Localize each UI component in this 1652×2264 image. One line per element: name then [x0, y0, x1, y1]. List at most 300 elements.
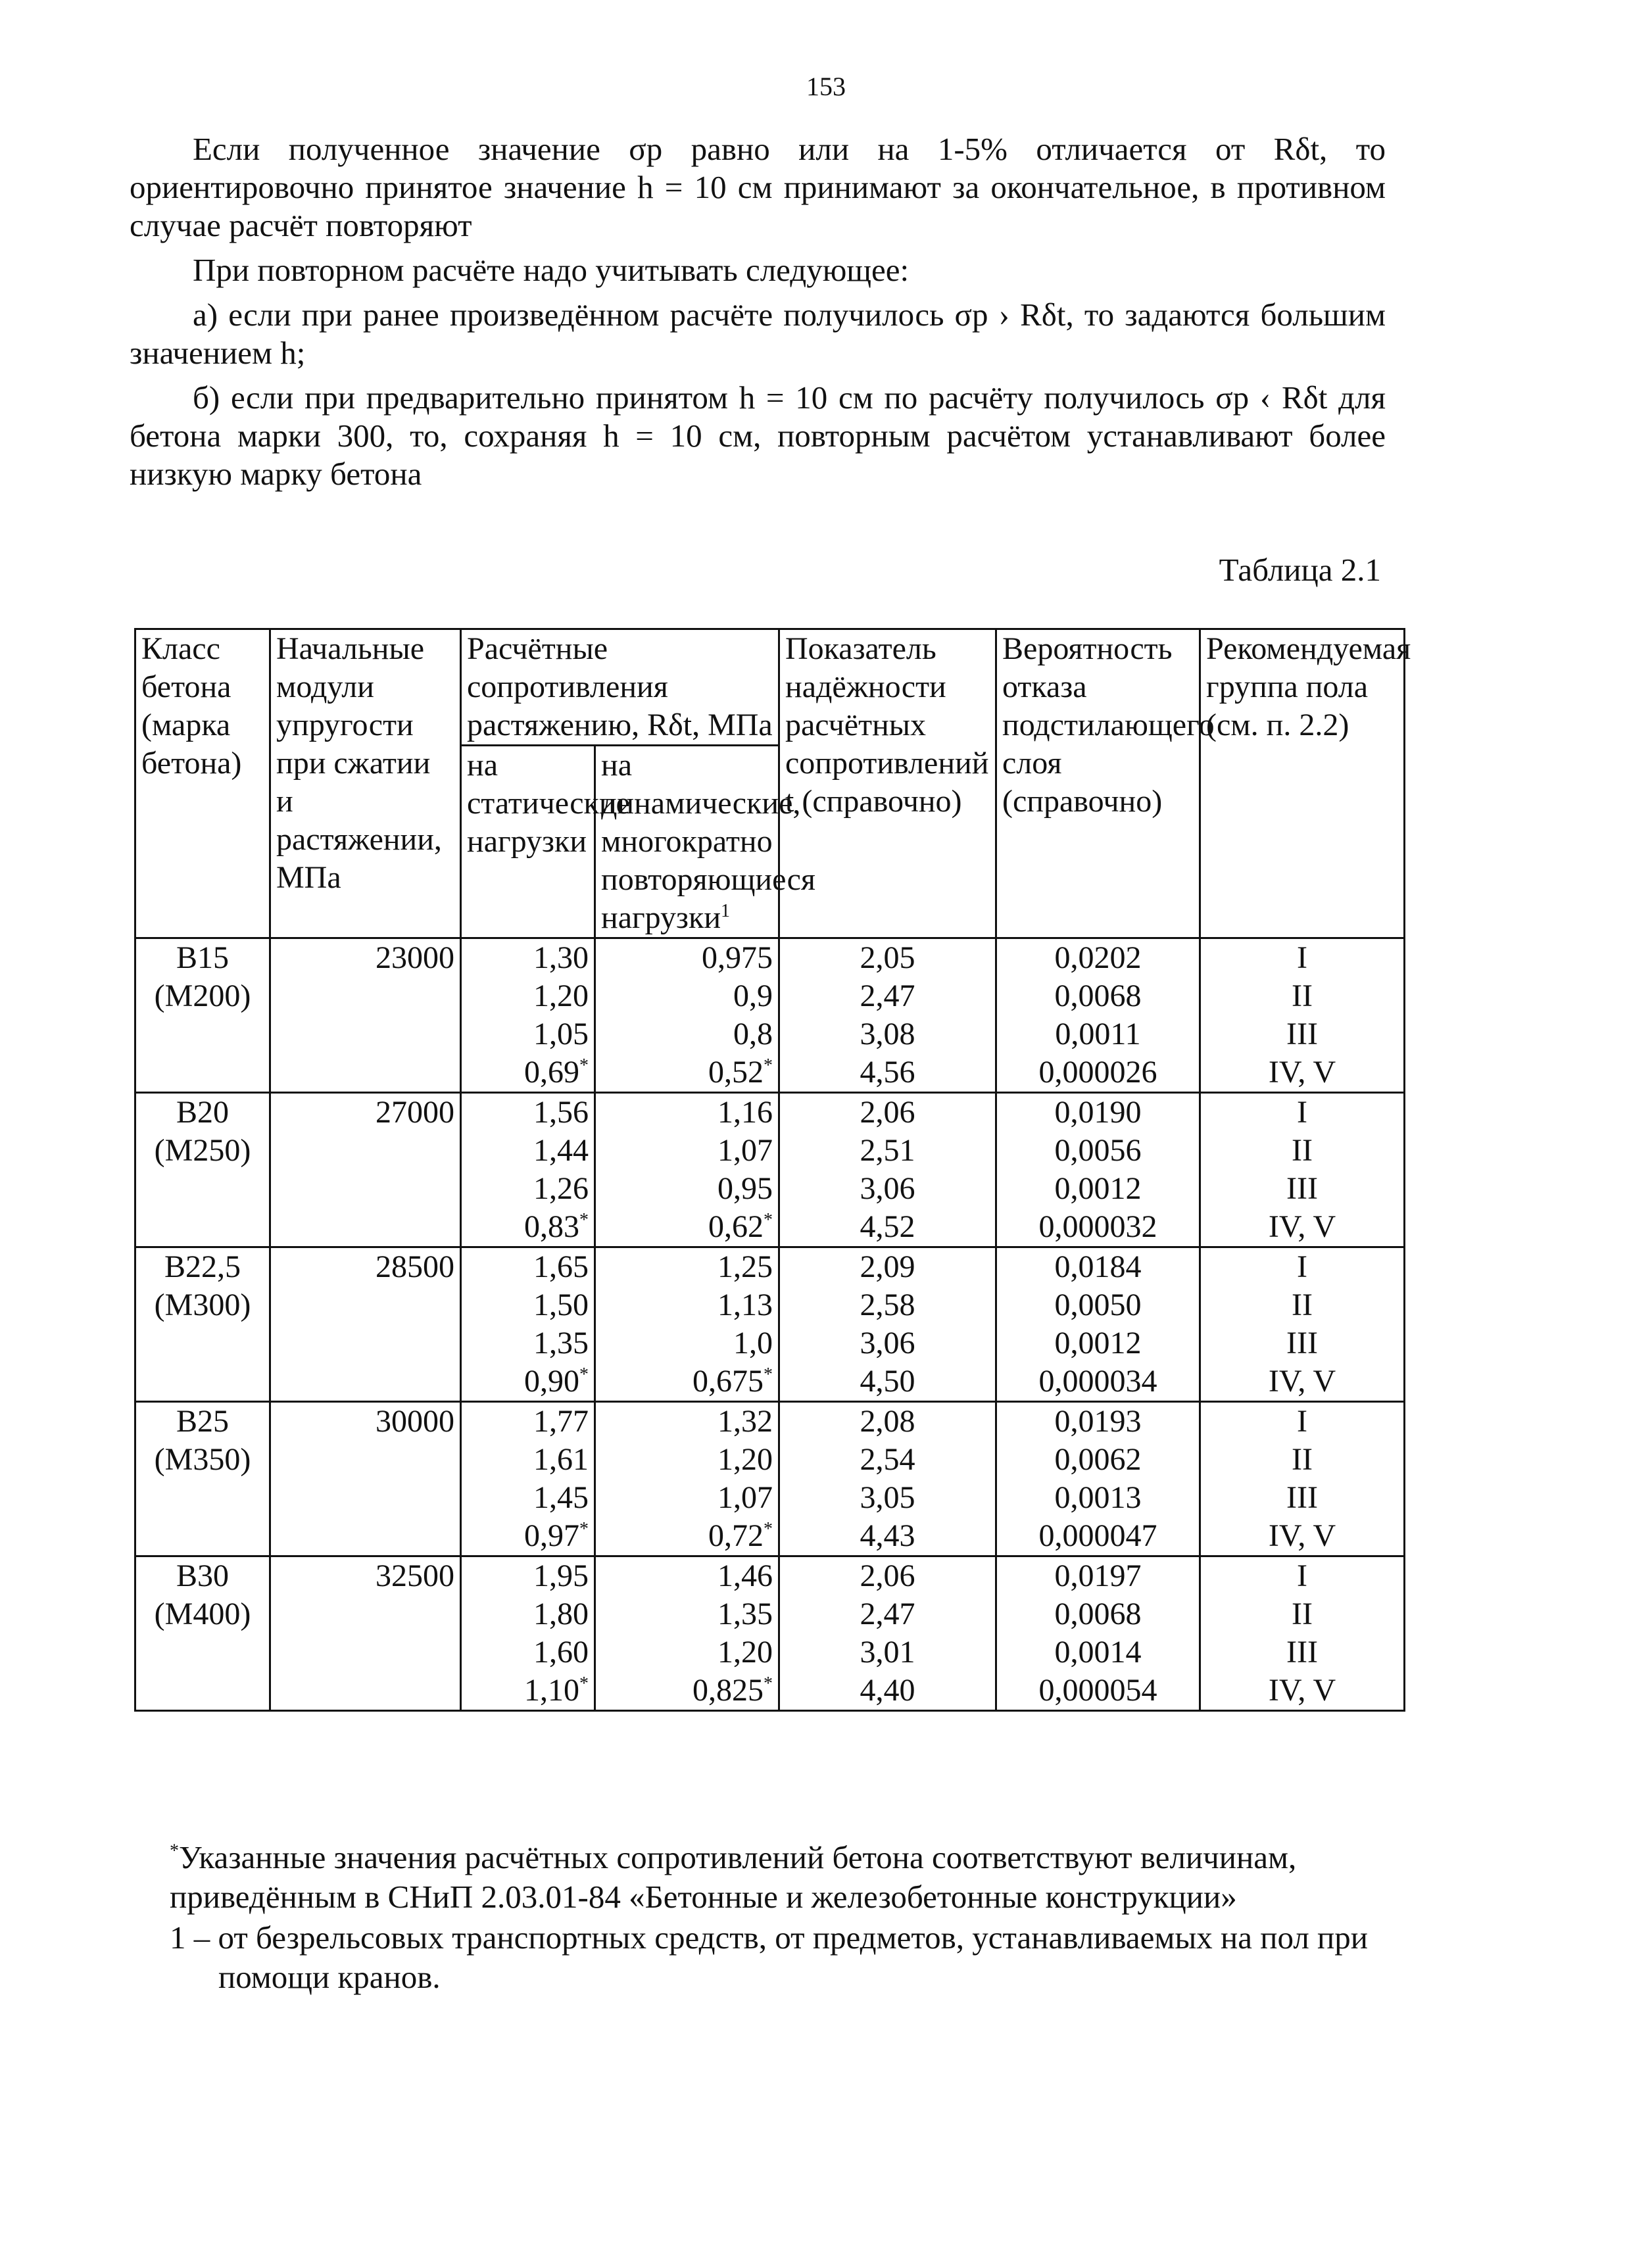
- cell-dynamic-line-value: 1,0: [733, 1326, 773, 1361]
- class-name: [141, 939, 264, 977]
- cell-probability-line-value: 0,0068: [1054, 978, 1142, 1013]
- cell-static-line-value: 1,77: [533, 1404, 589, 1439]
- cell-floor-line: [1206, 939, 1398, 977]
- cell-probability-line-value: 0,0014: [1054, 1635, 1142, 1670]
- cell-floor-line-value: IV, V: [1268, 1364, 1336, 1399]
- cell-static-line-value: 1,61: [533, 1442, 589, 1477]
- cell-reliability-line: [785, 1362, 990, 1401]
- cell-class: [135, 1247, 270, 1402]
- cell-floor-line-value: III: [1286, 1635, 1318, 1670]
- cell-static-line: [467, 1672, 589, 1710]
- cell-floor-line-value: IV, V: [1268, 1209, 1336, 1244]
- cell-static-line: [467, 1517, 589, 1555]
- cell-reliability: [779, 938, 996, 1093]
- cell-floor-line-value: I: [1297, 1095, 1307, 1130]
- cell-static-line: [467, 1053, 589, 1092]
- cell-floor-line-value: I: [1297, 1558, 1307, 1593]
- cell-probability-line-value: 0,0012: [1054, 1326, 1142, 1361]
- cell-static: [461, 938, 595, 1093]
- cell-floor-line-value: II: [1292, 1442, 1313, 1477]
- table-body: [135, 938, 1405, 1711]
- cell-probability: [996, 1556, 1200, 1711]
- cell-probability-line: [1002, 1672, 1194, 1710]
- header-dynamic: [595, 746, 815, 938]
- cell-floor-line: [1206, 1286, 1398, 1324]
- class-name: [141, 1557, 264, 1595]
- class-name-value: В25: [176, 1404, 229, 1439]
- class-name: [141, 1248, 264, 1286]
- cell-class: [135, 1556, 270, 1711]
- cell-static-line-value: 1,10: [524, 1673, 579, 1708]
- cell-dynamic: [595, 1247, 779, 1402]
- table-row: [135, 938, 1405, 1093]
- cell-probability-line-value: 0,000054: [1038, 1673, 1157, 1708]
- cell-reliability-line-value: 4,50: [860, 1364, 915, 1399]
- cell-reliability-line: [785, 1517, 990, 1555]
- cell-floor-line-value: III: [1286, 1326, 1318, 1361]
- cell-static: [461, 1093, 595, 1247]
- cell-floor-line: [1206, 1324, 1398, 1362]
- cell-static-line-value: 0,69: [524, 1055, 579, 1090]
- cell-reliability-line: [785, 1403, 990, 1441]
- cell-probability-line-value: 0,000026: [1038, 1055, 1157, 1090]
- table-row: [135, 1556, 1405, 1711]
- cell-dynamic-line: [601, 1132, 773, 1170]
- asterisk-mark: *: [579, 1210, 589, 1230]
- cell-probability-line: [1002, 939, 1194, 977]
- cell-static-line: [467, 1094, 589, 1132]
- cell-static-line: [467, 1248, 589, 1286]
- paragraph-2: При повторном расчёте надо учитывать следующее:: [193, 252, 910, 288]
- cell-reliability-line-value: 2,05: [860, 940, 915, 975]
- cell-dynamic-line: [601, 1633, 773, 1672]
- cell-dynamic-line-value: 1,32: [717, 1404, 773, 1439]
- cell-reliability-line-value: 4,43: [860, 1518, 915, 1553]
- asterisk-mark: *: [764, 1674, 773, 1694]
- cell-reliability-line: [785, 1053, 990, 1092]
- asterisk-mark: *: [579, 1055, 589, 1076]
- cell-reliability-line: [785, 1595, 990, 1633]
- cell-reliability-line-value: 2,47: [860, 978, 915, 1013]
- cell-dynamic-line: [601, 1053, 773, 1092]
- cell-static-line-value: 0,90: [524, 1364, 579, 1399]
- cell-floor-line: [1206, 1094, 1398, 1132]
- cell-reliability: [779, 1093, 996, 1247]
- cell-reliability-line-value: 3,08: [860, 1017, 915, 1051]
- header-class: Класс бетона (марка бетона): [135, 629, 270, 938]
- cell-floor-line-value: IV, V: [1268, 1055, 1336, 1090]
- cell-floor-line-value: IV, V: [1268, 1673, 1336, 1708]
- class-grade-value: (М250): [154, 1133, 251, 1168]
- cell-reliability-line-value: 2,54: [860, 1442, 915, 1477]
- modulus-value: [276, 1557, 454, 1595]
- cell-floor-line-value: II: [1292, 1288, 1313, 1322]
- cell-floor-line: [1206, 1403, 1398, 1441]
- cell-static-line-value: 1,50: [533, 1288, 589, 1322]
- table-row: [135, 1402, 1405, 1556]
- class-name: [141, 1094, 264, 1132]
- class-grade-value: (М200): [154, 978, 251, 1013]
- cell-floor-line-value: II: [1292, 978, 1313, 1013]
- header-reliability: Показатель надёжности расчётных сопротивлений t (справочно): [779, 629, 996, 938]
- footnote-1: 1 – от безрельсовых транспортных средств, от предметов, устанавливаемых на пол при помощи кранов.: [170, 1919, 1368, 1995]
- cell-probability-line: [1002, 1557, 1194, 1595]
- cell-dynamic-line-value: 1,46: [717, 1558, 773, 1593]
- cell-static-line: [467, 1441, 589, 1479]
- cell-modulus: [270, 1556, 461, 1711]
- header-modulus: Начальные модули упругости при сжатии и растяжении, МПа: [270, 629, 461, 938]
- cell-dynamic-line-value: 1,07: [717, 1133, 773, 1168]
- cell-static-line-value: 1,45: [533, 1480, 589, 1515]
- cell-probability-line-value: 0,0050: [1054, 1288, 1142, 1322]
- cell-reliability: [779, 1556, 996, 1711]
- cell-dynamic-line-value: 0,95: [717, 1171, 773, 1206]
- asterisk-mark: *: [579, 1364, 589, 1385]
- cell-dynamic-line: [601, 1479, 773, 1517]
- cell-floor-line: [1206, 977, 1398, 1015]
- cell-reliability-line: [785, 1324, 990, 1362]
- cell-reliability-line: [785, 1672, 990, 1710]
- cell-reliability-line-value: 3,06: [860, 1326, 915, 1361]
- cell-probability-line: [1002, 977, 1194, 1015]
- cell-probability-line: [1002, 1517, 1194, 1555]
- modulus-value-value: 28500: [376, 1249, 454, 1284]
- cell-reliability-line: [785, 1286, 990, 1324]
- cell-floor-line-value: III: [1286, 1171, 1318, 1206]
- cell-probability-line: [1002, 1403, 1194, 1441]
- header-resistance: Расчётные сопротивления растяжению, Rδt, МПа: [461, 629, 779, 746]
- cell-static-line-value: 1,30: [533, 940, 589, 975]
- cell-dynamic-line-value: 0,72: [708, 1518, 764, 1553]
- cell-dynamic-line-value: 0,9: [733, 978, 773, 1013]
- header-floor-group: Рекомендуемая группа пола (см. п. 2.2): [1200, 629, 1405, 938]
- cell-class: [135, 1093, 270, 1247]
- cell-dynamic-line: [601, 977, 773, 1015]
- cell-modulus: [270, 938, 461, 1093]
- cell-static-line-value: 1,05: [533, 1017, 589, 1051]
- cell-reliability-line-value: 4,40: [860, 1673, 915, 1708]
- cell-static-line-value: 0,83: [524, 1209, 579, 1244]
- cell-static: [461, 1247, 595, 1402]
- asterisk-mark: *: [764, 1055, 773, 1076]
- cell-dynamic-line-value: 1,13: [717, 1288, 773, 1322]
- cell-static-line: [467, 1324, 589, 1362]
- cell-floor-line: [1206, 1557, 1398, 1595]
- cell-probability-line-value: 0,0012: [1054, 1171, 1142, 1206]
- cell-floor-line-value: I: [1297, 940, 1307, 975]
- cell-reliability-line-value: 4,56: [860, 1055, 915, 1090]
- cell-probability-line: [1002, 1248, 1194, 1286]
- cell-static-line: [467, 1170, 589, 1208]
- cell-floor-line: [1206, 1517, 1398, 1555]
- cell-floor-line: [1206, 1672, 1398, 1710]
- cell-dynamic-line-value: 0,8: [733, 1017, 773, 1051]
- cell-floor-line: [1206, 1633, 1398, 1672]
- cell-reliability-line: [785, 1479, 990, 1517]
- cell-probability-line: [1002, 1441, 1194, 1479]
- cell-floor-line: [1206, 1053, 1398, 1092]
- cell-reliability-line-value: 2,47: [860, 1597, 915, 1631]
- cell-dynamic-line: [601, 1557, 773, 1595]
- cell-reliability-line: [785, 1208, 990, 1246]
- header-probability: Вероятность отказа подстилающего слоя (справочно): [996, 629, 1200, 938]
- cell-reliability-line-value: 2,09: [860, 1249, 915, 1284]
- cell-dynamic-line: [601, 1170, 773, 1208]
- data-table: [134, 628, 1411, 1712]
- cell-probability-line-value: 0,0013: [1054, 1480, 1142, 1515]
- cell-floor: [1200, 1402, 1405, 1556]
- cell-floor-line: [1206, 1132, 1398, 1170]
- cell-probability-line-value: 0,0190: [1054, 1095, 1142, 1130]
- cell-probability-line-value: 0,0056: [1054, 1133, 1142, 1168]
- header-static: на статические нагрузки: [461, 746, 595, 938]
- cell-reliability-line: [785, 939, 990, 977]
- cell-reliability-line-value: 4,52: [860, 1209, 915, 1244]
- cell-static-line-value: 1,56: [533, 1095, 589, 1130]
- cell-static-line-value: 1,20: [533, 978, 589, 1013]
- cell-reliability-line-value: 3,01: [860, 1635, 915, 1670]
- cell-probability-line: [1002, 1132, 1194, 1170]
- cell-dynamic: [595, 1556, 779, 1711]
- cell-floor-line: [1206, 1362, 1398, 1401]
- cell-static-line: [467, 977, 589, 1015]
- cell-reliability-line: [785, 977, 990, 1015]
- cell-reliability-line-value: 2,06: [860, 1095, 915, 1130]
- cell-dynamic-line: [601, 1595, 773, 1633]
- cell-dynamic-line-value: 1,20: [717, 1442, 773, 1477]
- cell-floor-line-value: II: [1292, 1133, 1313, 1168]
- modulus-value: [276, 1094, 454, 1132]
- cell-dynamic-line-value: 0,52: [708, 1055, 764, 1090]
- cell-dynamic-line: [601, 1362, 773, 1401]
- asterisk-mark: *: [579, 1519, 589, 1539]
- cell-reliability-line: [785, 1132, 990, 1170]
- cell-floor: [1200, 1093, 1405, 1247]
- page-number: 153: [806, 72, 846, 101]
- cell-static-line: [467, 1633, 589, 1672]
- cell-probability-line: [1002, 1479, 1194, 1517]
- body-text: [130, 130, 1386, 500]
- cell-probability-line: [1002, 1286, 1194, 1324]
- cell-probability-line: [1002, 1015, 1194, 1053]
- cell-probability-line: [1002, 1633, 1194, 1672]
- cell-probability-line-value: 0,0062: [1054, 1442, 1142, 1477]
- cell-reliability-line: [785, 1557, 990, 1595]
- header-dynamic-mark: 1: [721, 901, 731, 921]
- cell-static-line: [467, 1557, 589, 1595]
- class-grade-value: (М300): [154, 1288, 251, 1322]
- cell-floor-line: [1206, 1208, 1398, 1246]
- cell-class: [135, 1402, 270, 1556]
- asterisk-mark: *: [764, 1519, 773, 1539]
- cell-probability-line: [1002, 1170, 1194, 1208]
- cell-probability: [996, 1093, 1200, 1247]
- footnote-asterisk-text: Указанные значения расчётных сопротивлений бетона соответствуют величинам, приведённым в СНиП 2.03.01-84 «Бетонные и железобетонные конструкции»: [170, 1839, 1297, 1915]
- cell-reliability-line-value: 2,08: [860, 1404, 915, 1439]
- cell-probability-line-value: 0,0202: [1054, 940, 1142, 975]
- cell-static-line-value: 1,35: [533, 1326, 589, 1361]
- cell-dynamic-line: [601, 939, 773, 977]
- cell-probability-line-value: 0,0193: [1054, 1404, 1142, 1439]
- cell-modulus: [270, 1247, 461, 1402]
- modulus-value: [276, 1248, 454, 1286]
- class-grade: [141, 1441, 264, 1479]
- cell-dynamic-line: [601, 1286, 773, 1324]
- cell-dynamic-line-value: 1,25: [717, 1249, 773, 1284]
- cell-reliability: [779, 1402, 996, 1556]
- cell-modulus: [270, 1093, 461, 1247]
- cell-static-line-value: 1,26: [533, 1171, 589, 1206]
- modulus-value-value: 23000: [376, 940, 454, 975]
- cell-probability-line-value: 0,0197: [1054, 1558, 1142, 1593]
- cell-dynamic: [595, 1093, 779, 1247]
- cell-floor-line-value: I: [1297, 1404, 1307, 1439]
- cell-static-line-value: 1,65: [533, 1249, 589, 1284]
- cell-floor-line-value: I: [1297, 1249, 1307, 1284]
- cell-dynamic-line-value: 1,16: [717, 1095, 773, 1130]
- cell-static-line: [467, 939, 589, 977]
- cell-reliability-line: [785, 1441, 990, 1479]
- cell-static: [461, 1402, 595, 1556]
- cell-reliability-line-value: 2,06: [860, 1558, 915, 1593]
- cell-reliability-line-value: 2,58: [860, 1288, 915, 1322]
- cell-reliability-line: [785, 1170, 990, 1208]
- cell-dynamic-line-value: 0,675: [692, 1364, 764, 1399]
- class-grade: [141, 1286, 264, 1324]
- footnote-asterisk-mark: *: [170, 1841, 179, 1862]
- cell-floor-line: [1206, 1015, 1398, 1053]
- class-grade-value: (М400): [154, 1597, 251, 1631]
- cell-dynamic-line: [601, 1248, 773, 1286]
- cell-dynamic-line-value: 1,20: [717, 1635, 773, 1670]
- cell-dynamic-line-value: 1,07: [717, 1480, 773, 1515]
- footnotes: [170, 1838, 1393, 1997]
- cell-static-line: [467, 1595, 589, 1633]
- header-dynamic-text: на динамические, многократно повторяющиеся нагрузки: [601, 748, 815, 935]
- table-row: [135, 1093, 1405, 1247]
- cell-floor-line: [1206, 1170, 1398, 1208]
- cell-probability-line-value: 0,000047: [1038, 1518, 1157, 1553]
- cell-probability-line: [1002, 1053, 1194, 1092]
- cell-dynamic-line: [601, 1208, 773, 1246]
- table-row: [135, 1247, 1405, 1402]
- asterisk-mark: *: [579, 1674, 589, 1694]
- cell-dynamic: [595, 1402, 779, 1556]
- cell-dynamic-line-value: 0,975: [702, 940, 773, 975]
- cell-probability: [996, 938, 1200, 1093]
- cell-static-line-value: 1,44: [533, 1133, 589, 1168]
- footnote-asterisk: [170, 1838, 1393, 1917]
- cell-dynamic-line: [601, 1324, 773, 1362]
- cell-reliability-line-value: 3,05: [860, 1480, 915, 1515]
- cell-probability-line: [1002, 1208, 1194, 1246]
- cell-static-line: [467, 1362, 589, 1401]
- cell-floor-line-value: III: [1286, 1017, 1318, 1051]
- cell-probability: [996, 1402, 1200, 1556]
- cell-reliability-line: [785, 1633, 990, 1672]
- class-grade-value: (М350): [154, 1442, 251, 1477]
- paragraph-4: б) если при предварительно принятом h = 10 см по расчёту получилось σр ‹ Rδt для бетона марки 300, то, сохраняя h = 10 см, повторным расчётом устанавливают более низкую марку бетона: [130, 379, 1386, 492]
- cell-reliability-line: [785, 1094, 990, 1132]
- class-name-value: В15: [176, 940, 229, 975]
- cell-class: [135, 938, 270, 1093]
- cell-floor-line-value: II: [1292, 1597, 1313, 1631]
- cell-static: [461, 1556, 595, 1711]
- cell-probability-line: [1002, 1595, 1194, 1633]
- cell-dynamic-line-value: 0,825: [692, 1673, 764, 1708]
- cell-probability-line-value: 0,0068: [1054, 1597, 1142, 1631]
- class-name-value: В22,5: [164, 1249, 241, 1284]
- cell-probability-line: [1002, 1324, 1194, 1362]
- cell-probability-line: [1002, 1362, 1194, 1401]
- cell-reliability-line: [785, 1015, 990, 1053]
- cell-dynamic-line: [601, 1015, 773, 1053]
- cell-static-line: [467, 1208, 589, 1246]
- cell-floor: [1200, 938, 1405, 1093]
- cell-static-line-value: 1,60: [533, 1635, 589, 1670]
- cell-modulus: [270, 1402, 461, 1556]
- paragraph-3: а) если при ранее произведённом расчёте получилось σр › Rδt, то задаются большим значением h;: [130, 297, 1386, 371]
- cell-static-line-value: 1,95: [533, 1558, 589, 1593]
- cell-static-line: [467, 1132, 589, 1170]
- cell-reliability: [779, 1247, 996, 1402]
- cell-static-line: [467, 1403, 589, 1441]
- class-name-value: В30: [176, 1558, 229, 1593]
- class-name-value: В20: [176, 1095, 229, 1130]
- modulus-value-value: 30000: [376, 1404, 454, 1439]
- modulus-value: [276, 939, 454, 977]
- cell-dynamic: [595, 938, 779, 1093]
- cell-static-line-value: 0,97: [524, 1518, 579, 1553]
- cell-floor-line: [1206, 1595, 1398, 1633]
- cell-probability: [996, 1247, 1200, 1402]
- paragraph-1: Если полученное значение σр равно или на 1-5% отличается от Rδt, то ориентировочно принятое значение h = 10 см принимают за окончательное, в противном случае расчёт повторяют: [130, 131, 1386, 243]
- cell-static-line: [467, 1286, 589, 1324]
- cell-dynamic-line-value: 1,35: [717, 1597, 773, 1631]
- cell-static-line: [467, 1479, 589, 1517]
- cell-reliability-line-value: 3,06: [860, 1171, 915, 1206]
- cell-floor-line: [1206, 1479, 1398, 1517]
- cell-dynamic-line: [601, 1403, 773, 1441]
- cell-dynamic-line: [601, 1094, 773, 1132]
- class-grade: [141, 977, 264, 1015]
- table-caption: Таблица 2.1: [1219, 552, 1381, 588]
- class-grade: [141, 1595, 264, 1633]
- modulus-value: [276, 1403, 454, 1441]
- cell-static-line-value: 1,80: [533, 1597, 589, 1631]
- class-name: [141, 1403, 264, 1441]
- cell-dynamic-line: [601, 1441, 773, 1479]
- cell-probability-line: [1002, 1094, 1194, 1132]
- cell-probability-line-value: 0,0011: [1055, 1017, 1141, 1051]
- cell-floor: [1200, 1556, 1405, 1711]
- cell-floor-line: [1206, 1248, 1398, 1286]
- cell-dynamic-line: [601, 1672, 773, 1710]
- modulus-value-value: 27000: [376, 1095, 454, 1130]
- cell-floor-line-value: IV, V: [1268, 1518, 1336, 1553]
- cell-floor: [1200, 1247, 1405, 1402]
- cell-reliability-line-value: 2,51: [860, 1133, 915, 1168]
- cell-static-line: [467, 1015, 589, 1053]
- modulus-value-value: 32500: [376, 1558, 454, 1593]
- cell-probability-line-value: 0,0184: [1054, 1249, 1142, 1284]
- asterisk-mark: *: [764, 1210, 773, 1230]
- cell-probability-line-value: 0,000032: [1038, 1209, 1157, 1244]
- cell-probability-line-value: 0,000034: [1038, 1364, 1157, 1399]
- cell-dynamic-line-value: 0,62: [708, 1209, 764, 1244]
- cell-dynamic-line: [601, 1517, 773, 1555]
- cell-reliability-line: [785, 1248, 990, 1286]
